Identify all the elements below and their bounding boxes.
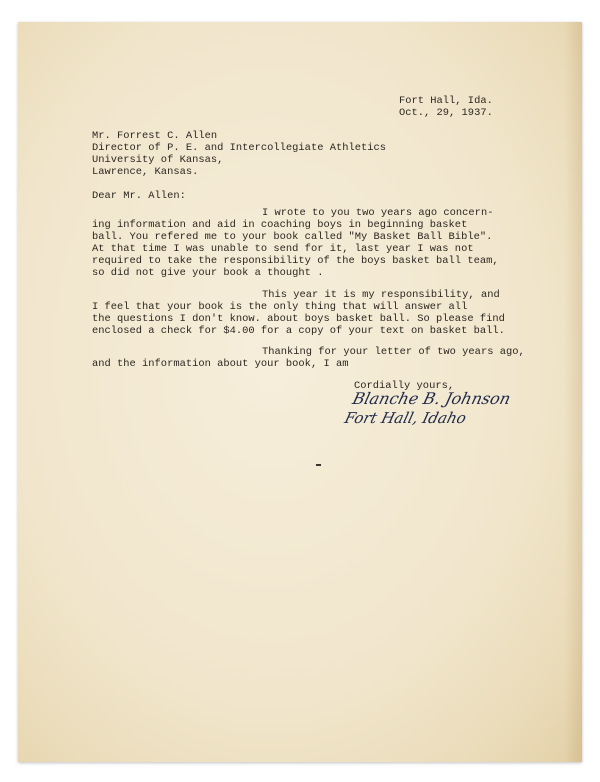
paragraph1-line: ball. You refered me to your book called "My Basket Ball Bible". [92,231,493,243]
letter-date: Oct., 29, 1937. [399,107,493,119]
paragraph2-line: the questions I don't know. about boys basket ball. So please find [92,313,505,325]
paragraph1-line: I wrote to you two years ago concern- [262,207,494,219]
paragraph1-line: so did not give your book a thought . [92,267,324,279]
recipient-institution: University of Kansas, [92,154,224,166]
paragraph1-line: At that time I was unable to send for it, last year I was not [92,243,474,255]
letter-place: Fort Hall, Ida. [399,95,493,107]
paragraph2-line: This year it is my responsibility, and [262,289,500,301]
ink-mark [316,464,321,466]
paragraph2-line: I feel that your book is the only thing that will answer all [92,301,468,313]
salutation: Dear Mr. Allen: [92,190,186,202]
signature-name: Blanche B. Johnson [350,389,513,408]
paragraph2-line: enclosed a check for $4.00 for a copy of your text on basket ball. [92,325,505,337]
paragraph3-line: Thanking for your letter of two years ago, [262,346,525,358]
closing: Cordially yours, [354,380,455,392]
recipient-name: Mr. Forrest C. Allen [92,130,218,142]
paragraph1-line: ing information and aid in coaching boys in beginning basket [92,219,468,231]
paragraph1-line: required to take the responsibility of the boys basket ball team, [92,255,499,267]
paragraph3-line: and the information about your book, I am [92,358,349,370]
recipient-title: Director of P. E. and Intercollegiate Athletics [92,142,387,154]
recipient-city: Lawrence, Kansas. [92,166,199,178]
signature-place: Fort Hall, Idaho [342,409,469,427]
